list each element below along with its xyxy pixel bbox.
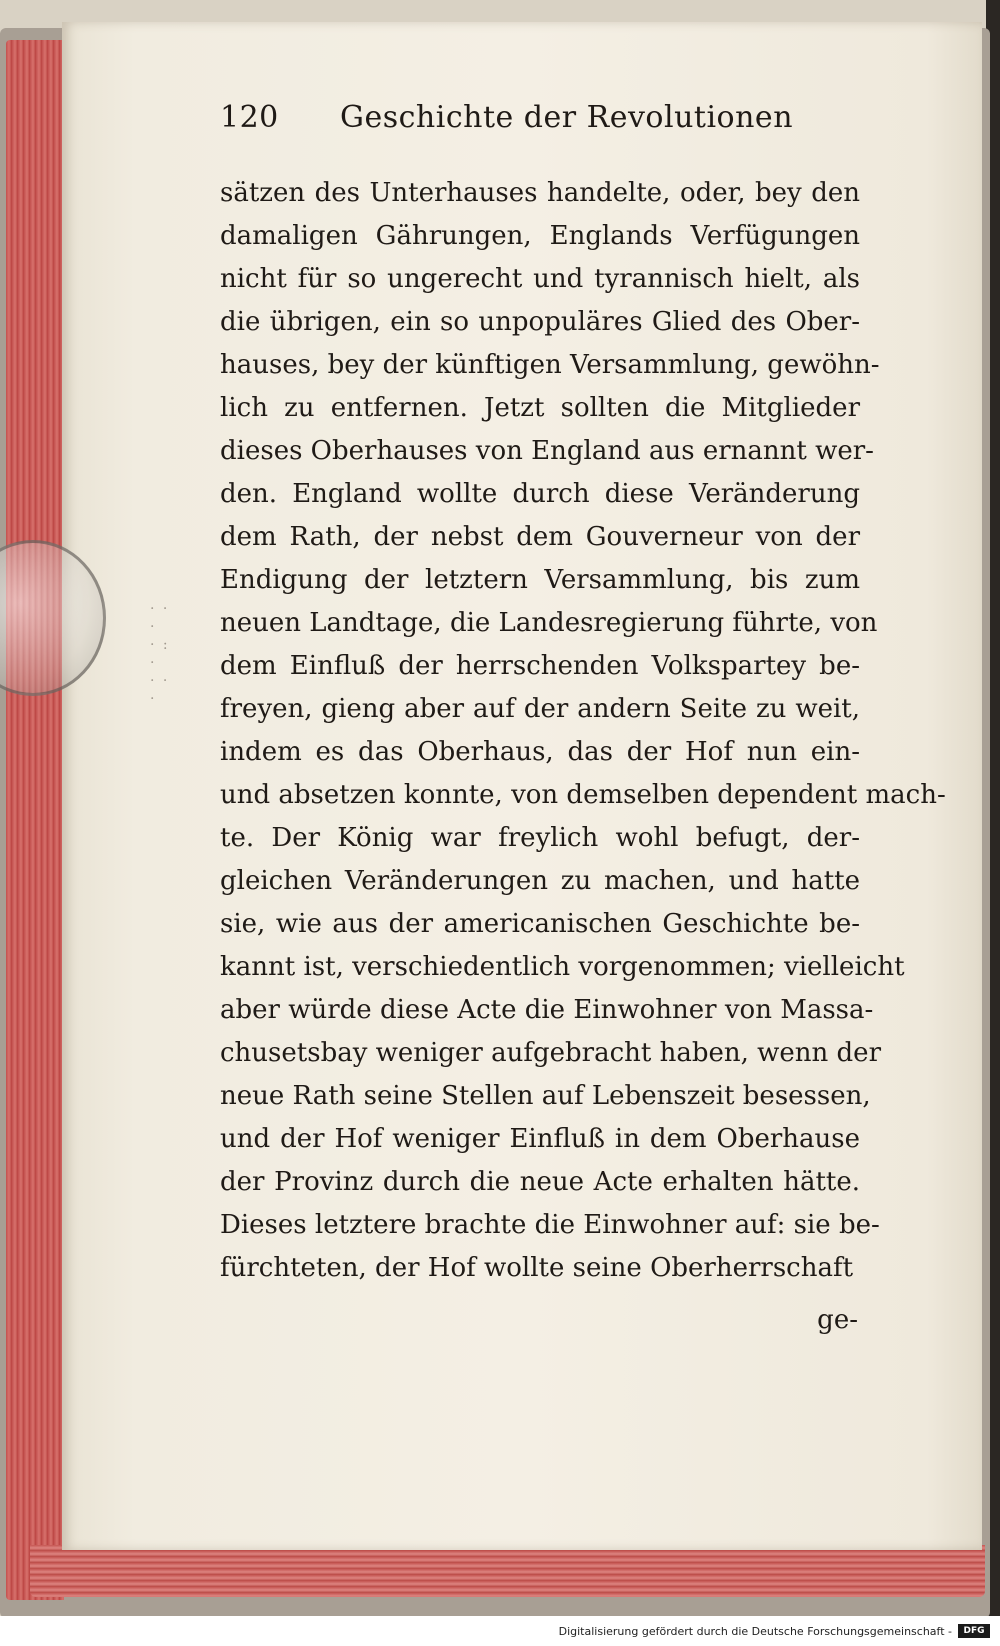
text-line: dieses Oberhauses von England aus ernannt wer- [220,436,874,466]
text-line: neue Rath seine Stellen auf Lebenszeit besessen, [220,1081,871,1111]
text-line: fürchteten, der Hof wollte seine Oberherrschaft [220,1253,854,1283]
text-line: dem Einfluß der herrschenden Volkspartey be- [220,651,860,681]
body-text [220,172,946,1290]
text-line: nicht für so ungerecht und tyrannisch hielt, als [220,264,860,294]
text-line: chusetsbay weniger aufgebracht haben, wenn der [220,1038,881,1068]
text-line: indem es das Oberhaus, das der Hof nun ein- [220,737,860,767]
text-line: sie, wie aus der americanischen Geschichte be- [220,909,860,939]
text-line: und absetzen konnte, von demselben dependent mach- [220,780,946,810]
text-line: freyen, gieng aber auf der andern Seite zu weit, [220,694,860,724]
footer-bar [0,1616,1000,1646]
text-line: damaligen Gährungen, Englands Verfügungen [220,221,860,251]
page-edge-bottom [30,1545,985,1597]
page-text-block [220,100,946,1340]
text-line: und der Hof weniger Einfluß in dem Oberhause [220,1124,860,1154]
text-line: dem Rath, der nebst dem Gouverneur von der [220,522,860,552]
text-line: gleichen Veränderungen zu machen, und hatte [220,866,860,896]
text-line: die übrigen, ein so unpopuläres Glied des Ober- [220,307,860,337]
text-line: der Provinz durch die neue Acte erhalten hätte. [220,1167,860,1197]
page-number: 120 [220,100,279,135]
margin-marks: · · · · : · · · · [150,601,170,707]
text-line: Endigung der letztern Versammlung, bis zum [220,565,860,595]
text-line: sätzen des Unterhauses handelte, oder, bey den [220,178,860,208]
page-edge-left [6,40,64,1600]
running-title: Geschichte der Revolutionen [340,100,794,135]
funding-credit: Digitalisierung gefördert durch die Deutsche Forschungsgemeinschaft - [558,1625,952,1638]
page-header [220,100,860,160]
text-line: lich zu entfernen. Jetzt sollten die Mitglieder [220,393,860,423]
catchword: ge- [817,1305,858,1335]
text-line: neuen Landtage, die Landesregierung führte, von [220,608,878,638]
text-line: kannt ist, verschiedentlich vorgenommen; vielleicht [220,952,905,982]
text-line: den. England wollte durch diese Veränderung [220,479,860,509]
text-line: hauses, bey der künftigen Versammlung, gewöhn- [220,350,880,380]
text-line: Dieses letztere brachte die Einwohner auf: sie be- [220,1210,880,1240]
dfg-logo: DFG [958,1624,990,1638]
text-line: te. Der König war freylich wohl befugt, der- [220,823,860,853]
text-line: aber würde diese Acte die Einwohner von Massa- [220,995,874,1025]
